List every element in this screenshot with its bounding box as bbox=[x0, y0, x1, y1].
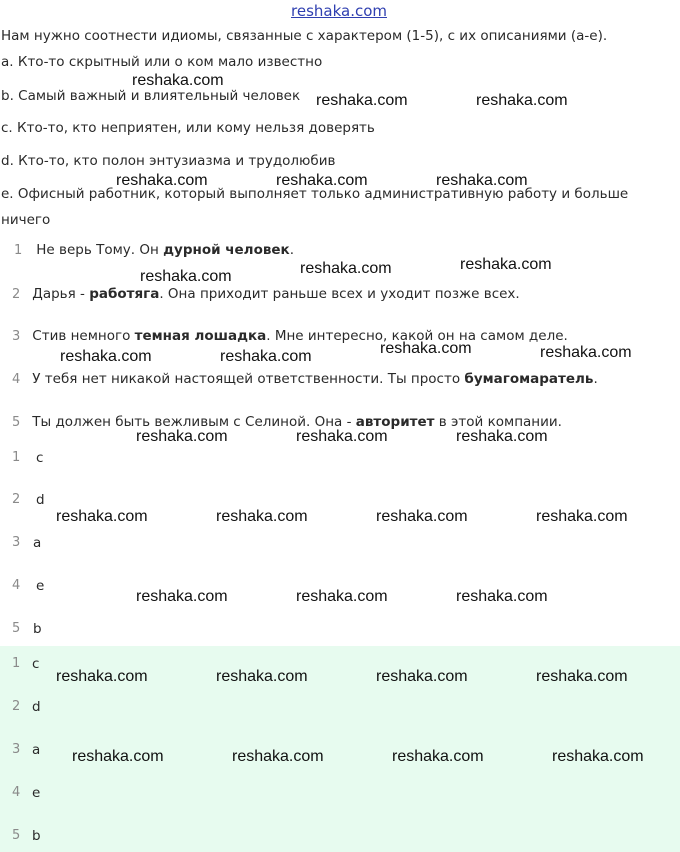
watermark: reshaka.com bbox=[140, 268, 232, 285]
sentence-2 bbox=[12, 286, 520, 302]
definition-b: b. Самый важный и влиятельный человек bbox=[1, 88, 301, 104]
definition-a: a. Кто-то скрытный или о ком мало известно bbox=[1, 54, 323, 70]
answer-number: 4 bbox=[12, 785, 21, 800]
sentence-number: 4 bbox=[12, 372, 21, 387]
answer-number: 4 bbox=[12, 578, 21, 593]
watermark: reshaka.com bbox=[136, 428, 228, 445]
watermark: reshaka.com bbox=[232, 748, 324, 765]
answer-letter: b bbox=[33, 621, 42, 637]
watermark: reshaka.com bbox=[456, 428, 548, 445]
answer-number: 1 bbox=[12, 656, 21, 671]
sentence-text: Ты должен быть вежливым с Селиной. Она - bbox=[32, 414, 356, 430]
watermark: reshaka.com bbox=[132, 72, 224, 89]
answer-letter: d bbox=[36, 492, 45, 508]
sentence-4 bbox=[12, 371, 598, 387]
sentence-3 bbox=[12, 328, 568, 344]
sentence-text-end: . Она приходит раньше всех и уходит позже всех. bbox=[159, 286, 520, 302]
sentence-number: 2 bbox=[12, 287, 21, 302]
watermark: reshaka.com bbox=[276, 172, 368, 189]
watermark: reshaka.com bbox=[536, 508, 628, 525]
sentence-text-end: в этой компании. bbox=[434, 414, 562, 430]
answer-number: 1 bbox=[12, 450, 21, 465]
answer-letter: a bbox=[32, 742, 41, 758]
sentence-text: Стив немного bbox=[32, 328, 135, 344]
definition-c: c. Кто-то, кто неприятен, или кому нельзя доверять bbox=[1, 120, 375, 136]
idiom: темная лошадка bbox=[134, 328, 267, 344]
watermark: reshaka.com bbox=[216, 508, 308, 525]
site-link[interactable]: reshaka.com bbox=[291, 2, 387, 20]
definition-e: e. Офисный работник, который выполняет только административную работу и больше bbox=[1, 186, 629, 202]
watermark: reshaka.com bbox=[60, 348, 152, 365]
watermark: reshaka.com bbox=[380, 340, 472, 357]
sentence-text: Дарья - bbox=[32, 286, 90, 302]
watermark: reshaka.com bbox=[300, 260, 392, 277]
sentence-text-end: . bbox=[593, 371, 598, 387]
watermark: reshaka.com bbox=[56, 668, 148, 685]
answer-number: 5 bbox=[12, 621, 21, 636]
idiom: работяга bbox=[89, 286, 160, 302]
watermark: reshaka.com bbox=[220, 348, 312, 365]
watermark: reshaka.com bbox=[116, 172, 208, 189]
answer-letter: e bbox=[32, 785, 41, 801]
answer-number: 2 bbox=[12, 492, 21, 507]
watermark: reshaka.com bbox=[56, 508, 148, 525]
idiom: бумагомаратель bbox=[464, 371, 594, 387]
watermark: reshaka.com bbox=[456, 588, 548, 605]
definition-e-continued: ничего bbox=[1, 212, 51, 228]
watermark: reshaka.com bbox=[376, 668, 468, 685]
sentence-text-end: . Мне интересно, какой он на самом деле. bbox=[266, 328, 568, 344]
watermark: reshaka.com bbox=[216, 668, 308, 685]
watermark: reshaka.com bbox=[476, 92, 568, 109]
watermark: reshaka.com bbox=[436, 172, 528, 189]
answer-letter: c bbox=[36, 450, 44, 466]
watermark: reshaka.com bbox=[296, 588, 388, 605]
sentence-1 bbox=[14, 242, 294, 258]
watermark: reshaka.com bbox=[376, 508, 468, 525]
task-text: Нам нужно соотнести идиомы, связанные с характером (1-5), с их описаниями (a-e). bbox=[1, 28, 608, 44]
watermark: reshaka.com bbox=[460, 256, 552, 273]
sentence-text: У тебя нет никакой настоящей ответственности. Ты просто bbox=[32, 371, 465, 387]
answer-number: 5 bbox=[12, 828, 21, 843]
watermark: reshaka.com bbox=[72, 748, 164, 765]
watermark: reshaka.com bbox=[540, 344, 632, 361]
answer-letter: b bbox=[32, 828, 41, 844]
watermark: reshaka.com bbox=[136, 588, 228, 605]
sentence-number: 3 bbox=[12, 329, 21, 344]
watermark: reshaka.com bbox=[536, 668, 628, 685]
answer-letter: a bbox=[33, 535, 42, 551]
sentence-text: Не верь Тому. Он bbox=[36, 242, 164, 258]
watermark: reshaka.com bbox=[392, 748, 484, 765]
watermark: reshaka.com bbox=[552, 748, 644, 765]
answer-letter: c bbox=[32, 656, 40, 672]
answer-number: 3 bbox=[12, 742, 21, 757]
idiom: авторитет bbox=[355, 414, 435, 430]
watermark: reshaka.com bbox=[316, 92, 408, 109]
sentence-number: 5 bbox=[12, 415, 21, 430]
answer-letter: d bbox=[32, 699, 41, 715]
idiom: дурной человек bbox=[163, 242, 290, 258]
sentence-text-end: . bbox=[289, 242, 294, 258]
answer-number: 3 bbox=[12, 535, 21, 550]
watermark: reshaka.com bbox=[296, 428, 388, 445]
answer-number: 2 bbox=[12, 699, 21, 714]
definition-d: d. Кто-то, кто полон энтузиазма и трудолюбив bbox=[1, 153, 336, 169]
sentence-number: 1 bbox=[14, 243, 23, 258]
answer-letter: e bbox=[36, 578, 45, 594]
